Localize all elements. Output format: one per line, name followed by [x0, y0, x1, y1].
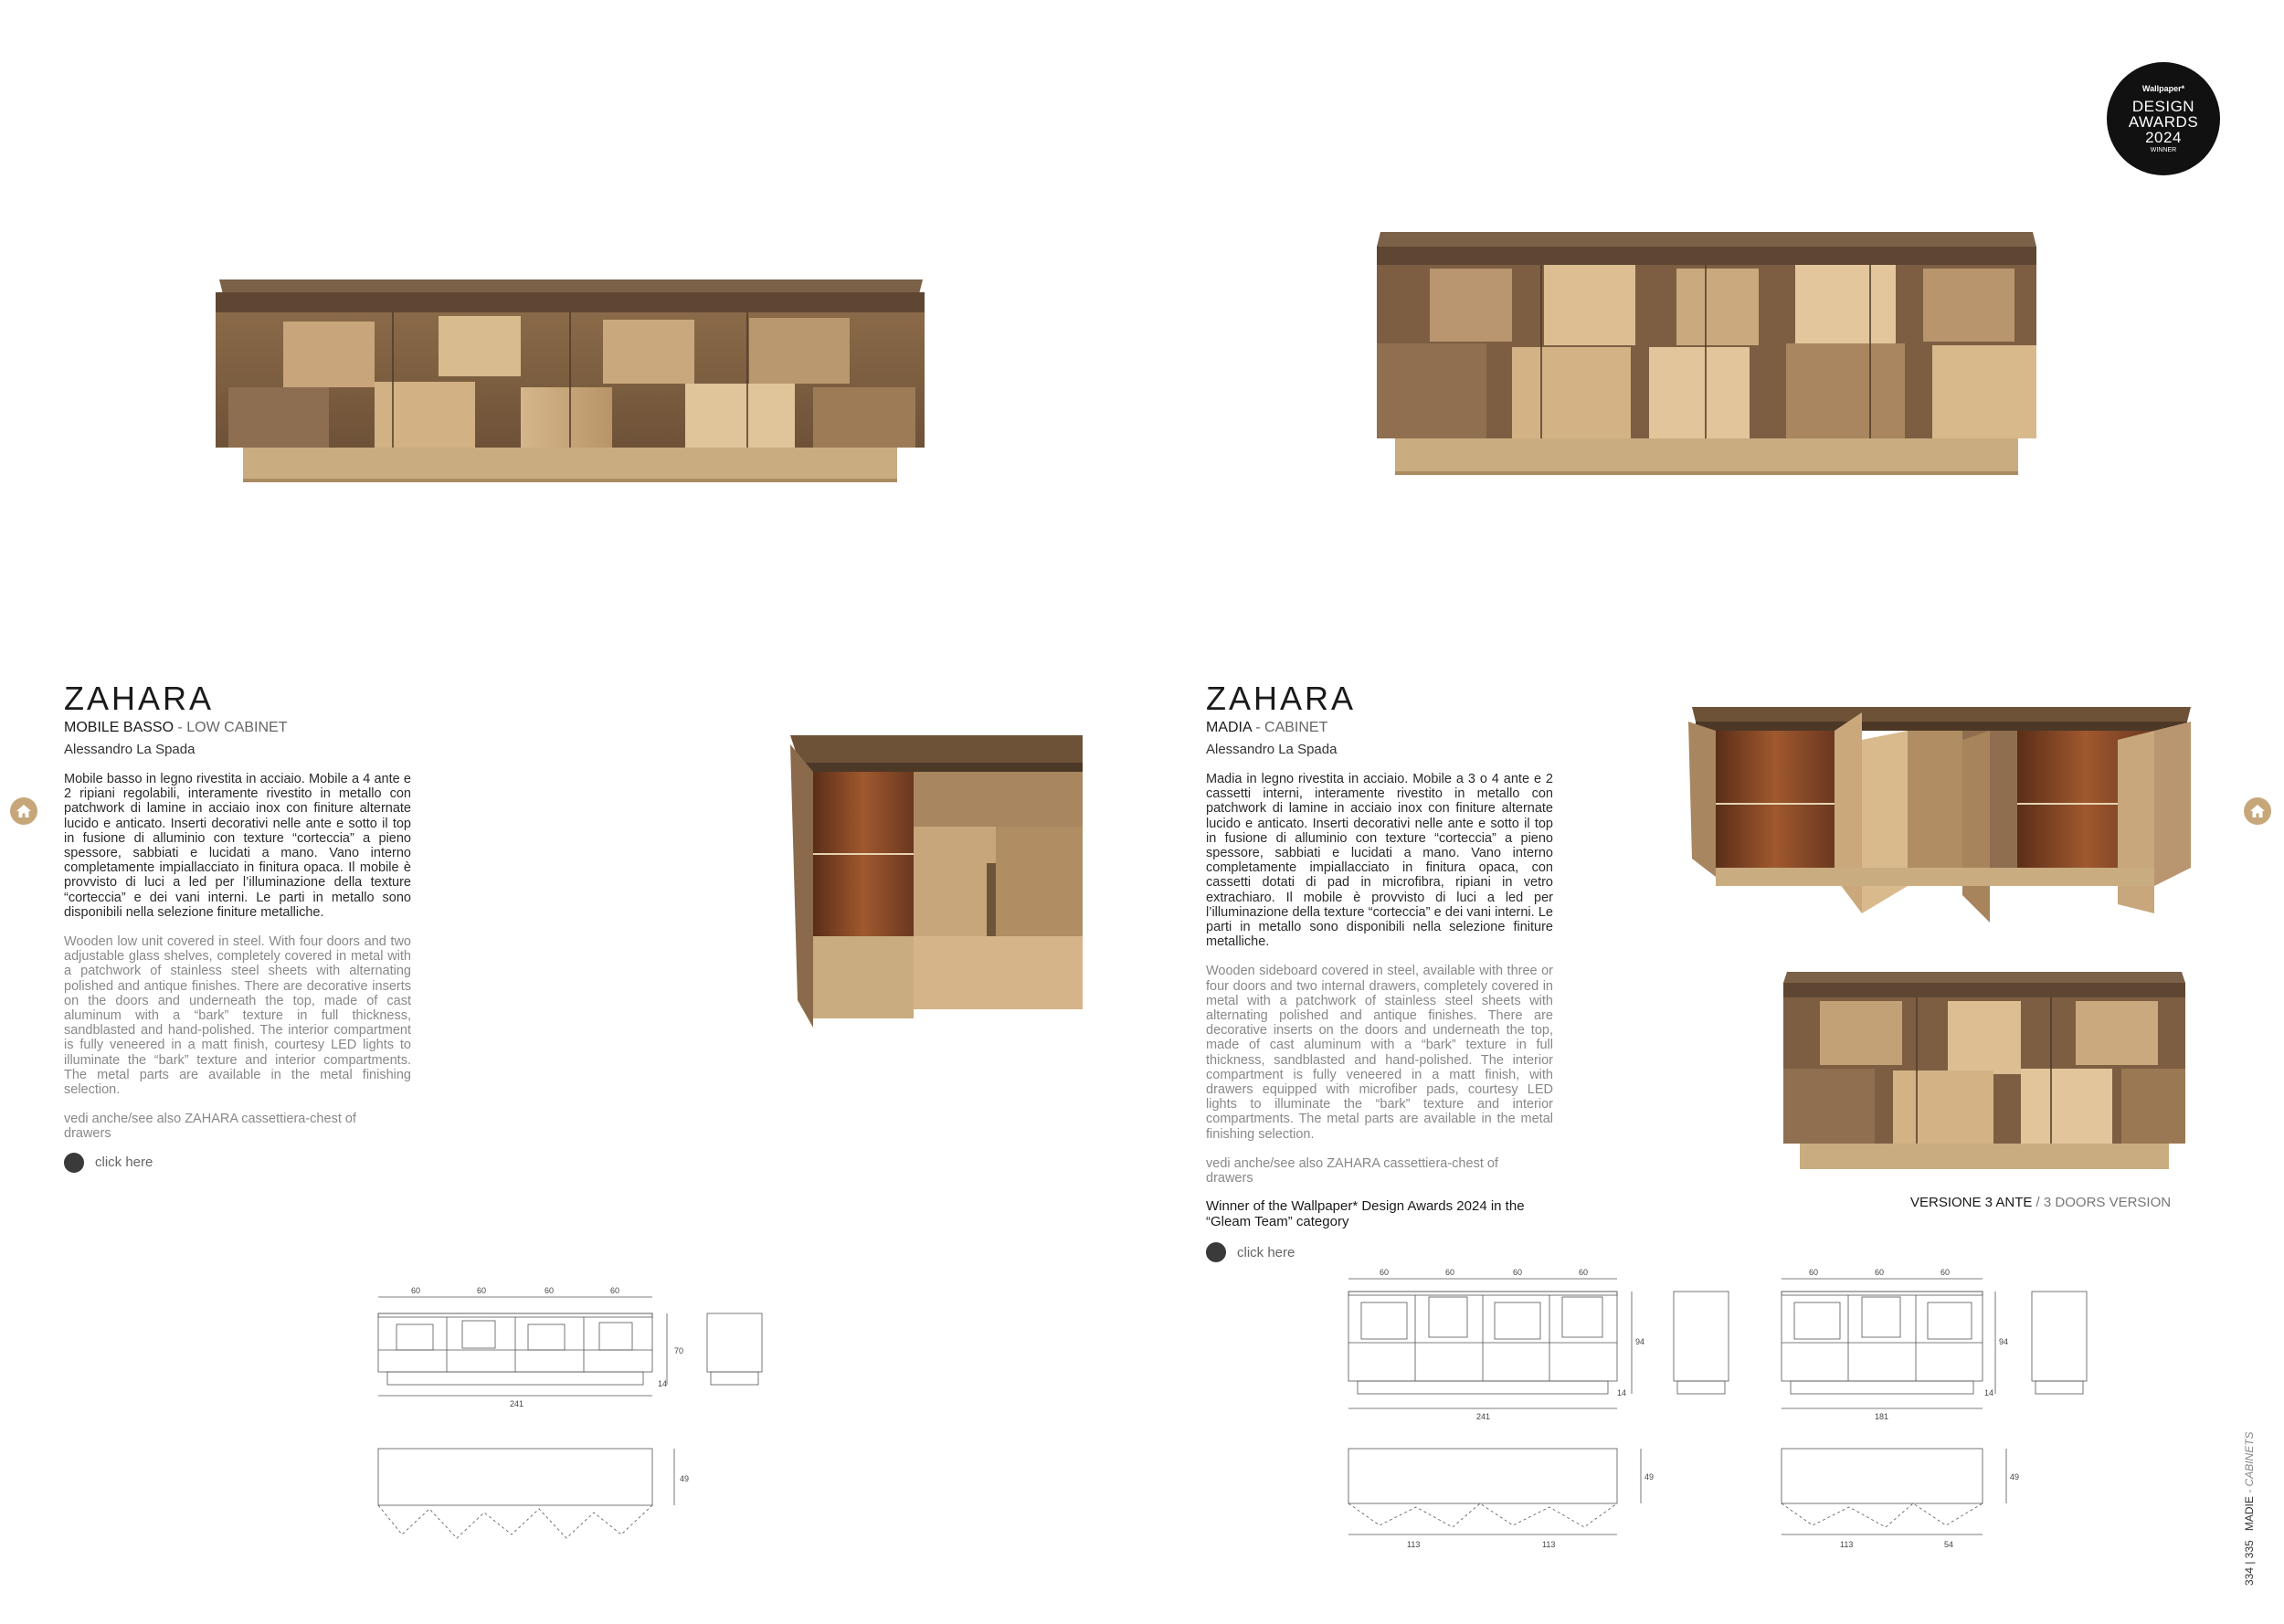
page-numbers: 334 | 335 [2243, 1540, 2256, 1586]
subtitle-en: LOW CABINET [186, 720, 288, 735]
dim-w1: 60 [411, 1286, 421, 1295]
dim4-half-b: 113 [1542, 1540, 1556, 1549]
dim3-half-a: 113 [1840, 1540, 1854, 1549]
see-also-right: vedi anche/see also ZAHARA cassettiera-chest of drawers [1206, 1155, 1498, 1186]
badge-line-1: DESIGN [2131, 98, 2195, 115]
link-bullet-icon-right [1206, 1242, 1226, 1262]
dim-w2: 60 [477, 1286, 487, 1295]
click-label-right: click here [1237, 1244, 1295, 1260]
subtitle-main: MOBILE BASSO [64, 720, 174, 735]
version-caption [1910, 1195, 2171, 1210]
award-winner-note: Winner of the Wallpaper* Design Awards 2024 in the “Gleam Team” category [1206, 1198, 1525, 1230]
dim3-height: 94 [1999, 1337, 2009, 1346]
dim3-depth: 49 [2010, 1472, 2020, 1482]
sideboard-photo-3-doors [1783, 968, 2185, 1178]
technical-drawing-4-doors [1343, 1260, 1745, 1571]
dim4-total: 241 [1476, 1412, 1491, 1421]
version-it: VERSIONE 3 ANTE [1910, 1195, 2033, 1210]
sideboard-photo-open [1688, 703, 2195, 927]
product-subtitle-right [1206, 720, 1553, 736]
dim3-half-b: 54 [1944, 1540, 1954, 1549]
cabinet-photo-open-detail [790, 726, 1083, 1032]
cabinet-photo-low [210, 274, 932, 493]
product-title: ZAHARA [64, 680, 215, 717]
dim3-total: 181 [1875, 1412, 1889, 1421]
home-icon-left[interactable] [10, 797, 37, 825]
link-bullet-icon [64, 1153, 84, 1173]
description-it: Mobile basso in legno rivestita in acciaio. Mobile a 4 ante e 2 ripiani regolabili, interamente rivestito in metallo con patchwork di lamine in acciaio inox con finiture alternate lucido e anticato. Inserti decorativi nelle ante e sotto il top in fusione di alluminio con texture “corteccia” a pieno spessore, sabbiati e lucidati a mano. Vano interno completamente impiallacciato in finitura opaca. Il mobile è provvisto di luci a led per l’illuminazione della texture “corteccia” e dei vani interni. Le parti in metallo sono disponibili nella selezione finiture metalliche. [64, 772, 411, 920]
subtitle-separator: - [174, 720, 187, 735]
subtitle-separator-right: - [1251, 720, 1265, 735]
version-en: 3 DOORS VERSION [2043, 1195, 2172, 1210]
dim4-half-a: 113 [1407, 1540, 1421, 1549]
technical-drawing-3-doors [1776, 1260, 2096, 1571]
dim-depth: 49 [680, 1474, 690, 1483]
dim-total: 241 [510, 1399, 524, 1408]
right-product-block [1206, 680, 1553, 1262]
click-label: click here [95, 1155, 153, 1171]
section-separator: - [2243, 1486, 2256, 1497]
click-here-link-right[interactable] [1206, 1242, 1553, 1262]
badge-line-3: 2024 [2145, 129, 2182, 146]
dim3-w1: 60 [1809, 1268, 1819, 1277]
dim4-w1: 60 [1380, 1268, 1390, 1277]
description-en-right: Wooden sideboard covered in steel, available with three or four doors and two internal drawers, completely covered in metal with a patchwork of stainless steel sheets with alternating polished and antique finishes. There are decorative inserts on the doors and underneath the top, made of cast aluminum with a “bark” texture in full thickness, sandblasted and hand-polished. The interior compartment is fully veneered in a matt finish, with drawers equipped with microfiber pads, courtesy LED lights to illuminate the “bark” texture and interior compartments. The metal parts are available in the metal finishing selection. [1206, 964, 1553, 1142]
description-en: Wooden low unit covered in steel. With four doors and two adjustable glass shelves, completely covered in metal with a patchwork of stainless steel sheets with alternating polished and antique finishes. There are decorative inserts on the doors and underneath the top, made of cast aluminum with a “bark” texture in full thickness, sandblasted and hand-polished. The interior compartment is fully veneered in a matt finish, courtesy LED lights to illuminate the “bark” texture and interior compartments. The metal parts are available in the metal finishing selection. [64, 934, 411, 1098]
product-title-right: ZAHARA [1206, 680, 1357, 717]
page-footer [2243, 1431, 2256, 1586]
section-name: MADIE [2243, 1496, 2256, 1532]
click-here-link[interactable] [64, 1153, 411, 1173]
dim4-base: 14 [1617, 1388, 1627, 1397]
subtitle-en-right: CABINET [1264, 720, 1328, 735]
dim-height: 70 [674, 1346, 684, 1355]
designer-name-right: Alessandro La Spada [1206, 742, 1338, 757]
badge-sub: WINNER [2150, 147, 2177, 153]
dim3-w2: 60 [1875, 1268, 1885, 1277]
design-awards-badge [2107, 62, 2220, 175]
product-subtitle [64, 720, 411, 736]
home-icon-right[interactable] [2244, 797, 2271, 825]
section-name-en: CABINETS [2243, 1431, 2256, 1487]
version-separator: / [2032, 1195, 2044, 1210]
dim3-base: 14 [1984, 1388, 1994, 1397]
see-also: vedi anche/see also ZAHARA cassettiera-chest of drawers [64, 1112, 356, 1142]
description-it-right: Madia in legno rivestita in acciaio. Mobile a 3 o 4 ante e 2 cassetti interni, interamente rivestito in metallo con patchwork di lamine in acciaio inox con finiture alternate lucido e anticato. Inserti decorativi nelle ante e sotto il top in fusione di alluminio con texture “corteccia” a pieno spessore, sabbiati e lucidati a mano. Vano interno completamente impiallacciato in finitura opaca, con cassetti dotati di pad in microfibra, ripiani in vetro extrachiaro. Il mobile è provvisto di luci a led per l’illuminazione della texture “corteccia” e dei vani interni. Le parti in metallo sono disponibili nella selezione finiture metalliche. [1206, 772, 1553, 950]
dim4-w4: 60 [1579, 1268, 1589, 1277]
badge-line-2: AWARDS [2128, 113, 2199, 131]
dim4-depth: 49 [1644, 1472, 1655, 1482]
badge-brand: Wallpaper* [2141, 84, 2185, 93]
dim3-w3: 60 [1940, 1268, 1951, 1277]
left-product-block [64, 680, 411, 1173]
subtitle-main-right: MADIA [1206, 720, 1252, 735]
designer-name: Alessandro La Spada [64, 742, 196, 757]
dim4-w3: 60 [1513, 1268, 1523, 1277]
dim-w4: 60 [610, 1286, 620, 1295]
dim-w3: 60 [545, 1286, 555, 1295]
dim4-height: 94 [1635, 1337, 1645, 1346]
dim4-w2: 60 [1445, 1268, 1455, 1277]
technical-drawing-low-cabinet [375, 1279, 786, 1553]
dim-base: 14 [658, 1379, 668, 1388]
cabinet-photo-sideboard [1375, 228, 2042, 489]
